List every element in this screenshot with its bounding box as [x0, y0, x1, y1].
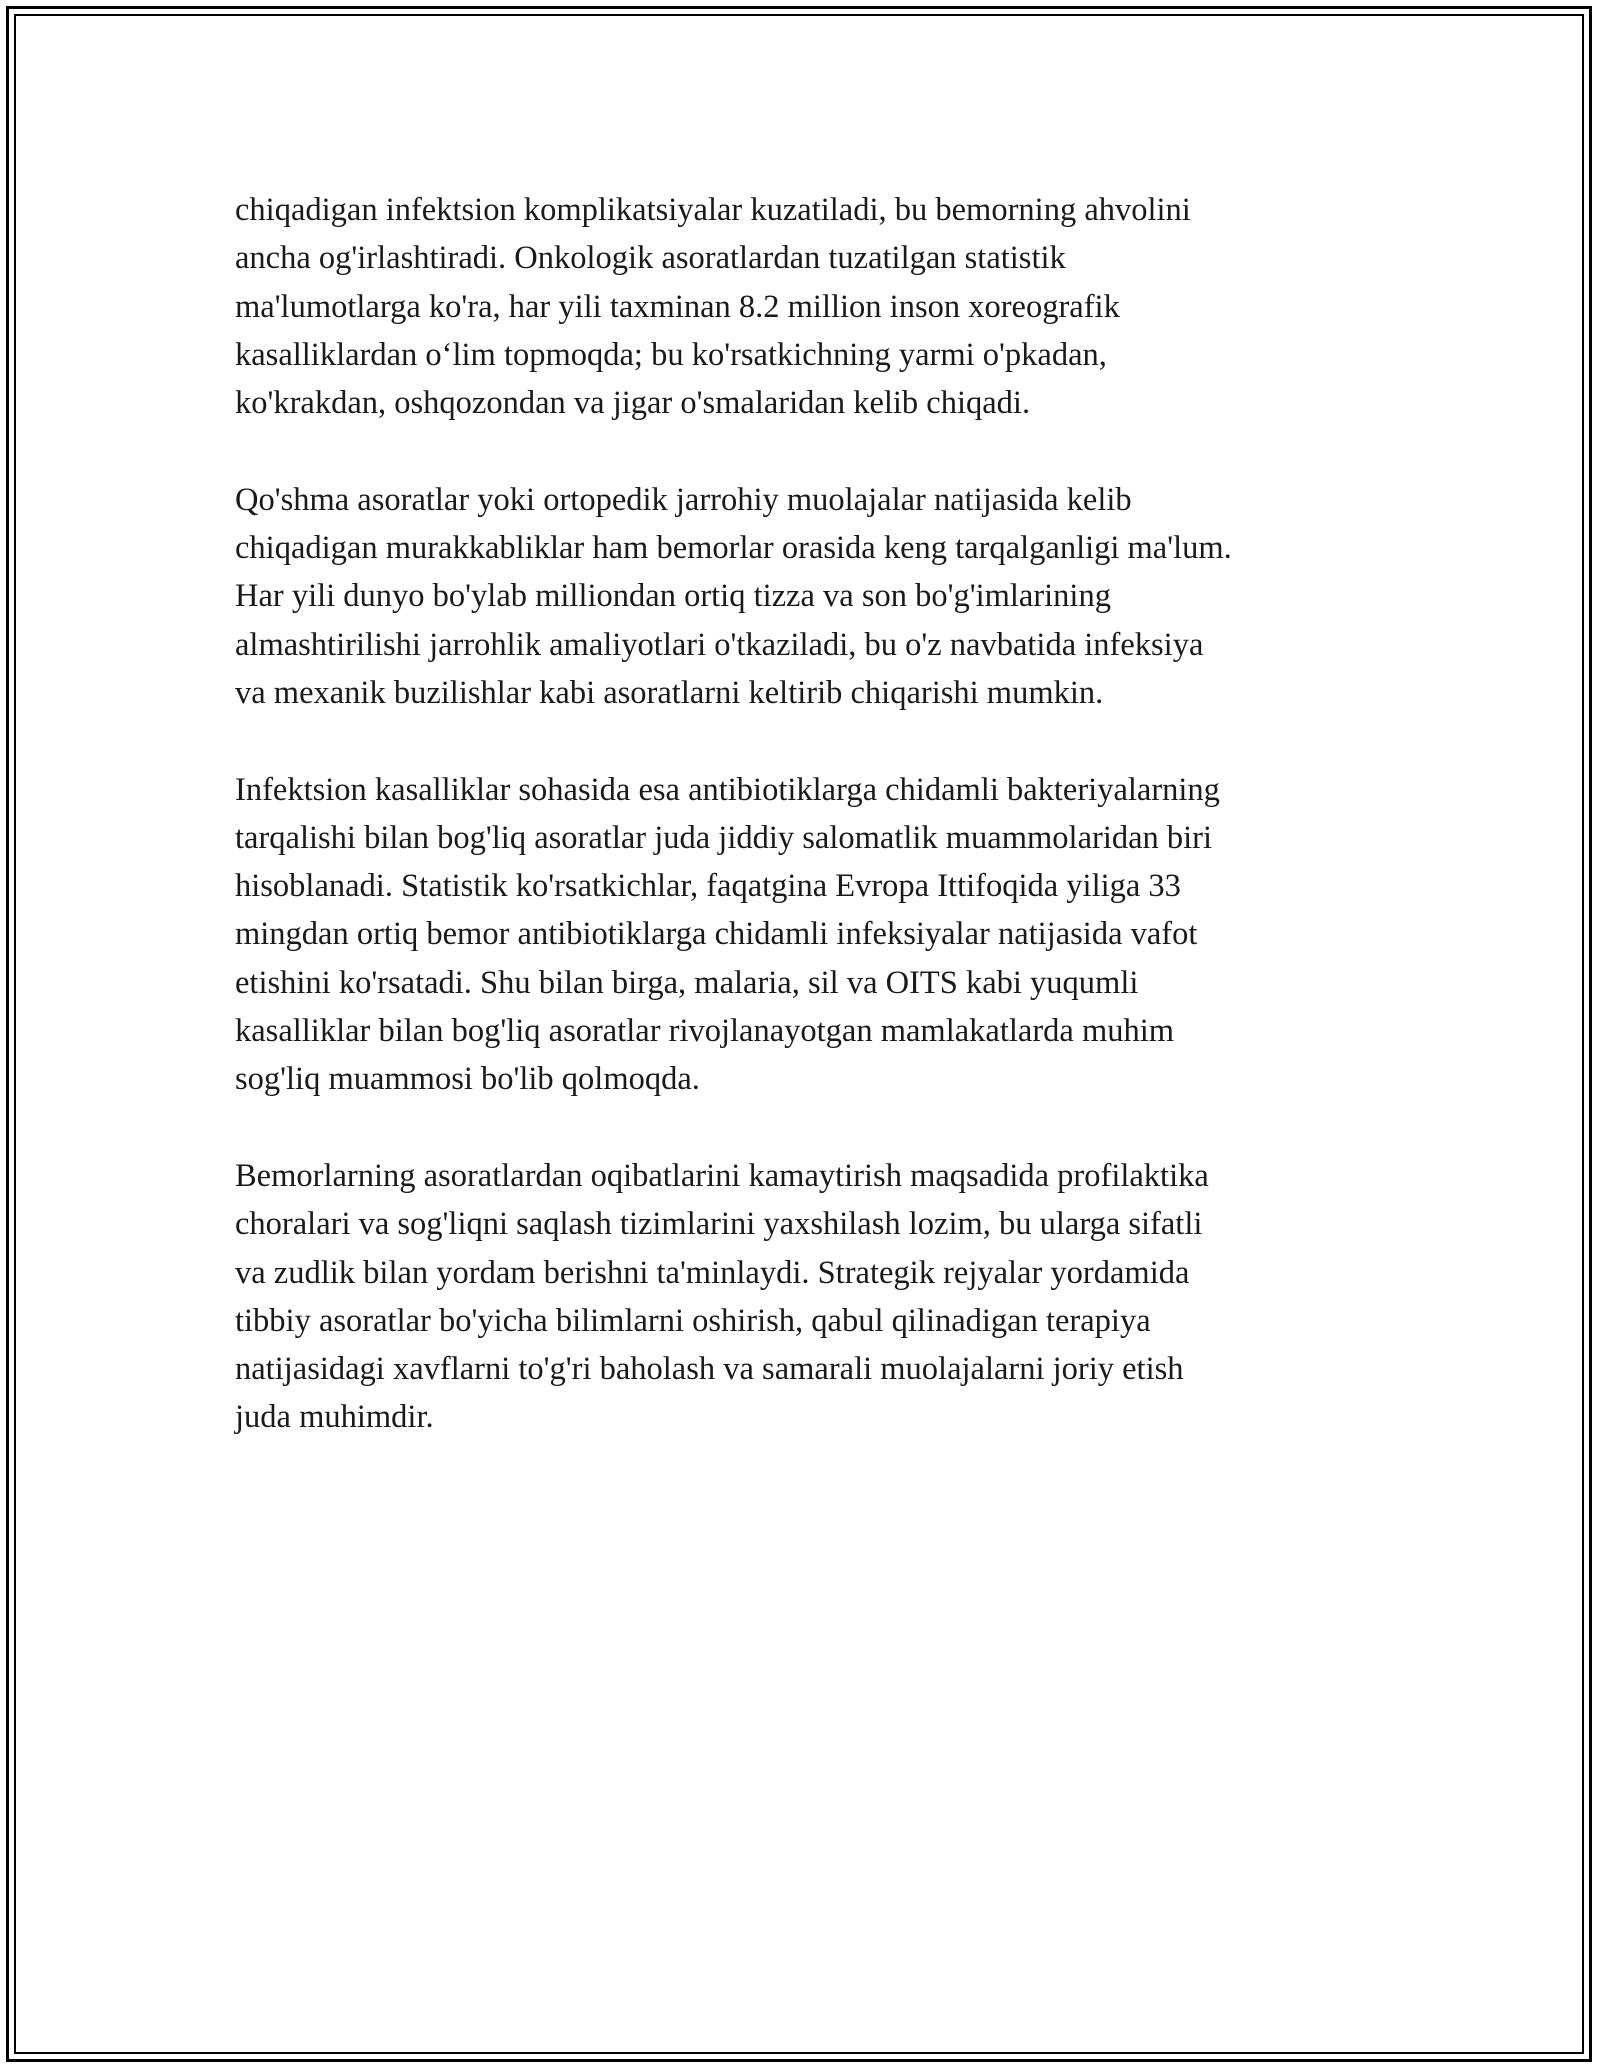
document-body: [235, 186, 1375, 1490]
paragraph-1: chiqadigan infektsion komplikatsiyalar kuzatiladi, bu bemorning ahvolini ancha og'irlashtiradi. Onkologik asoratlardan tuzatilgan statistik ma'lumotlarga ko'ra, har yili taxminan 8.2 million inson xoreografik kasalliklardan o‘lim topmoqda; bu ko'rsatkichning yarmi o'pkadan, ko'krakdan, oshqozondan va jigar o'smalaridan kelib chiqadi.: [235, 192, 1191, 422]
paragraph-3: Infektsion kasalliklar sohasida esa antibiotiklarga chidamli bakteriyalarning tarqalishi bilan bog'liq asoratlar juda jiddiy salomatlik muammolaridan biri hisoblanadi. Statistik ko'rsatkichlar, faqatgina Evropa Ittifoqida yiliga 33 mingdan ortiq bemor antibiotiklarga chidamli infeksiyalar natijasida vafot etishini ko'rsatadi. Shu bilan birga, malaria, sil va OITS kabi yuqumli kasalliklar bilan bog'liq asoratlar rivojlanayotgan mamlakatlarda muhim sog'liq muammosi bo'lib qolmoqda.: [235, 771, 1220, 1098]
paragraph-4: Bemorlarning asoratlardan oqibatlarini kamaytirish maqsadida profilaktika choralari va sog'liqni saqlash tizimlarini yaxshilash lozim, bu ularga sifatli va zudlik bilan yordam berishni ta'minlaydi. Strategik rejyalar yordamida tibbiy asoratlar bo'yicha bilimlarni oshirish, qabul qilinadigan terapiya natijasidagi xavflarni to'g'ri baholash va samarali muolajalarni joriy etish juda muhimdir.: [235, 1157, 1209, 1436]
paragraph-2: Qo'shma asoratlar yoki ortopedik jarrohiy muolajalar natijasida kelib chiqadigan murakkabliklar ham bemorlar orasida keng tarqalganligi ma'lum. Har yili dunyo bo'ylab milliondan ortiq tizza va son bo'g'imlarining almashtirilishi jarrohlik amaliyotlari o'tkaziladi, bu o'z navbatida infeksiya va mexanik buzilishlar kabi asoratlarni keltirib chiqarishi mumkin.: [235, 481, 1232, 711]
